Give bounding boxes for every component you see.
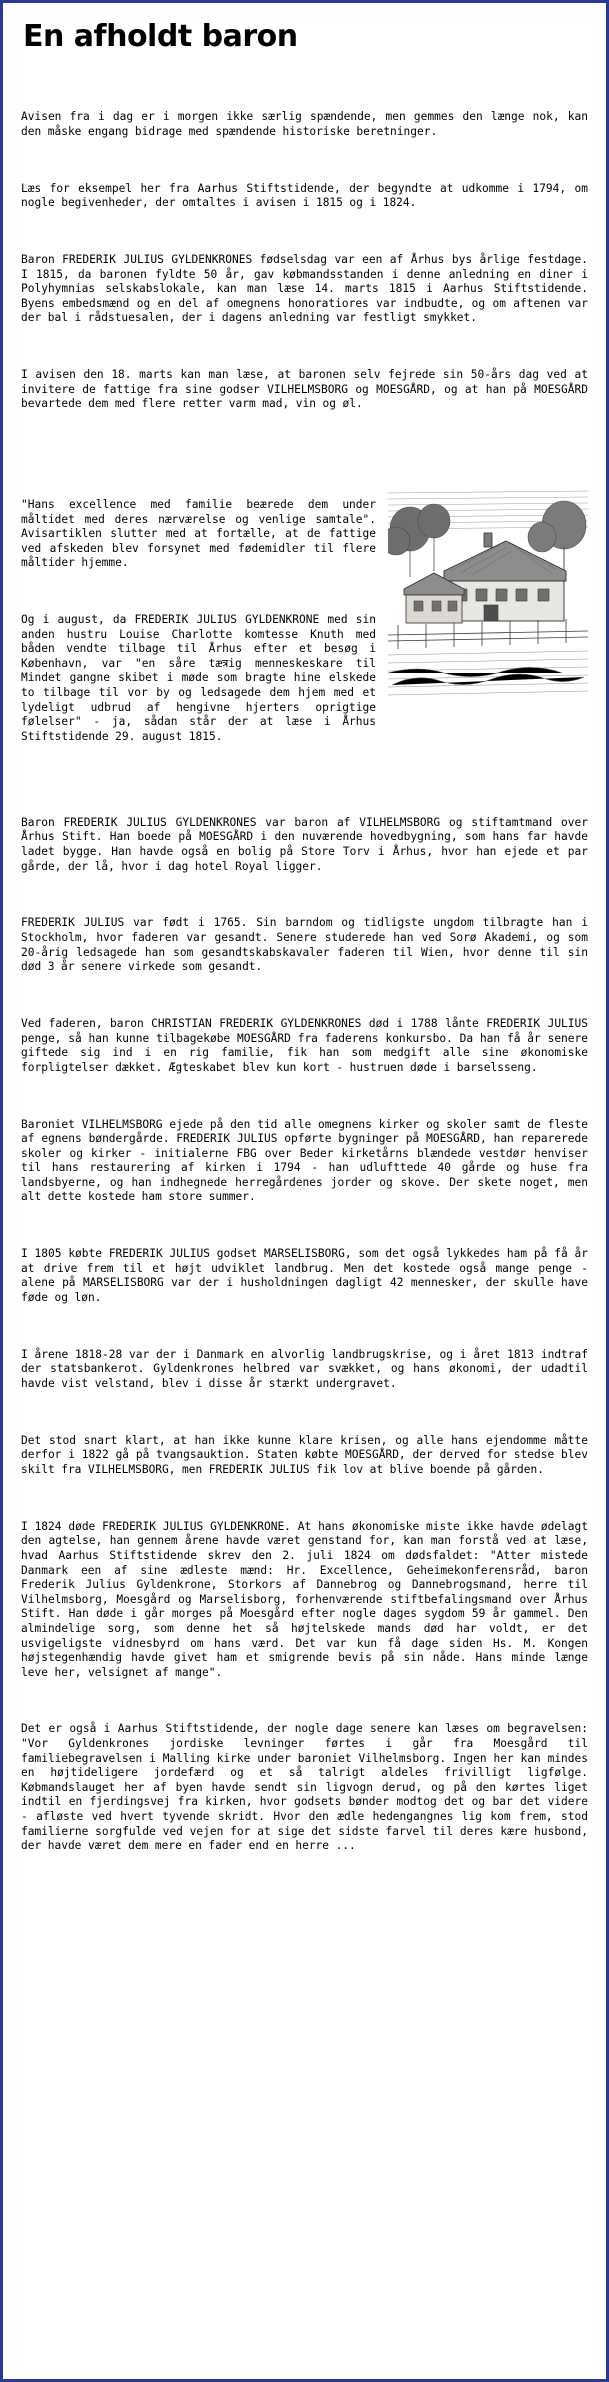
paragraph: Det er også i Aarhus Stiftstidende, der nogle dage senere kan læses om begravelsen: "Vor Gyldenkrones jordiske levninger førtes i går fra Moesgård til familiebegravelsen i Malling kirke under baroniet Vilhelmsborg. Ingen her kan mindes en højtideligere jordefærd og et så talrigt aldeles frivilligt ligfølge. Købmandslauget her af byen havde sendt sin ligvogn derud, og på den kørtes liget indtil en fjerdingsvej fra kirken, hvor godsets bønder modtog det og bar det videre - afløste ved hvert tyvende skridt. Hvor den ædle hedengangnes lig kom frem, stod familierne sorgfulde ved vejen for at sige det sidste farvel til deres kære husbond, der havde været dem mere en fader end en herre ... — [21, 1722, 595, 1853]
paragraph: "Hans excellence med familie beærede dem under måltidet med deres nærværelse og venlige samtale". Avisartiklen slutter med at fortælle, at de fattige ved afskeden blev forsynet med fødemidler til flere måltider hjemme. — [21, 497, 383, 570]
page-title: En afholdt baron — [23, 19, 298, 54]
paragraph: Baron FREDERIK JULIUS GYLDENKRONES var baron af VILHELMSBORG og stiftamtmand over Århus Stift. Han boede på MOESGÅRD i den nuværende hovedbygning, som hans far havde ladet bygge. Han havde også en bolig på Store Torv i Århus, hvor han ejede et par gårde, der lå, hvor i dag hotel Royal ligger. — [21, 815, 595, 873]
paragraph: Læs for eksempel her fra Aarhus Stiftstidende, der begyndte at udkomme i 1794, om nogle begivenheder, der omtaltes i avisen i 1815 og i 1824. — [21, 181, 595, 210]
paragraph: Og i august, da FREDERIK JULIUS GYLDENKRONE med sin anden hustru Louise Charlotte komtesse Knuth med båden vendte tilbage til Århus efter et besøg i København, var "en såre tæत्रig menneskeskare til Mindet gangne skibet i møde som bragte hine elskede to tilbage til vor by og ledsagede dem hjem med et lydeligt udbrud af hengivne hjerters oprigtige følelser" - ja, sådan står der at læse i Århus Stiftstidende 29. august 1815. — [21, 613, 383, 743]
paragraph: Ved faderen, baron CHRISTIAN FREDERIK GYLDENKRONES død i 1788 lånte FREDERIK JULIUS penge, så han kunne tilbagekøbe MOESGÅRD fra faderens konkursbo. Da han få år senere giftede sig ind i en rig familie, fik han som medgift alle sine økonomiske forpligtelser dækket. Ægteskabet blev kun kort - hustruen døde i barselsseng. — [21, 1016, 595, 1074]
paragraph: I årene 1818-28 var der i Danmark en alvorlig landbrugskrise, og i året 1813 indtraf der statsbankerot. Gyldenkrones helbred var svækket, og hans økonomi, der udadtil havde vist velstand, blev i disse år stærkt undergravet. — [21, 1347, 595, 1390]
paragraph: Det stod snart klart, at han ikke kunne klare krisen, og alle hans ejendomme måtte derfor i 1822 gå på tvangsauktion. Staten købte MOESGÅRD, der derved for stedse blev skilt fra VILHELMSBORG, men FREDERIK JULIUS fik lov at blive boende på gården. — [21, 1433, 595, 1476]
paragraph: I 1824 døde FREDERIK JULIUS GYLDENKRONE. At hans økonomiske miste ikke havde ødelagt den agtelse, han gennem årene havde været genstand for, kan man forstå ved at læse, hvad Aarhus Stiftstidende skrev den 2. juli 1824 om dødsfaldet: "Atter mistede Danmark een af sine ædleste mænd: Hr. Excellence, Geheimekonferensråd, baron Frederik Julius Gyldenkrone, Storkors af Dannebrog og Dannebrogsmand, herre til Vilhelmsborg, Moesgård og Marselisborg, forhenværende stiftbefalingsmand over Århus Stift. Han døde i går morges på Moesgård efter nogle dages sygdom 59 år gammel. Den almindelige sorg, som denne het så højtelskede mands død har voldt, er det usvigeligste vidnesbyrd om hans værd. Det var kun få dage siden Hs. M. Kongen højstegenhændig havde givet ham et smigrende bevis på sin nåde. Hans minde længe leve her, velsignet af mange". — [21, 1519, 595, 1679]
article-body — [21, 67, 595, 1898]
paragraph: Baron FREDERIK JULIUS GYLDENKRONES fødselsdag var een af Århus bys årlige festdage. I 1815, da baronen fyldte 50 år, gav købmandsstanden i denne anledning en diner i Polyhymnias selskabslokale, kan man læse 14. marts 1815 i Aarhus Stiftstidende. Byens embedsmænd og en del af omegnens honoratiores var indbudte, og om aftenen var der bal i rådstuesalen, der i dagens anledning var festligt smykket. — [21, 253, 595, 325]
paragraph: I 1805 købte FREDERIK JULIUS godset MARSELISBORG, som det også lykkedes ham på få år at drive frem til et højt udviklet landbrug. Men det kostede også mange penge - alene på MARSELISBORG var der i husholdningen dagligt 42 mennesker, der skulle have føde og løn. — [21, 1247, 595, 1305]
paragraph: FREDERIK JULIUS var født i 1765. Sin barndom og tidligste ungdom tilbragte han i Stockholm, hvor faderen var gesandt. Senere studerede han ved Sorø Akademi, og som 20-årig ledsagede han som gesandtskabskavaler faderen til Wien, hvor denne til sin død 3 år senere virkede som gesandt. — [21, 916, 595, 974]
paragraph: I avisen den 18. marts kan man læse, at baronen selv fejrede sin 50-års dag ved at invitere de fattige fra sine godser VILHELMSBORG og MOESGÅRD, og at han på MOESGÅRD bevartede dem med flere retter varm mad, vin og øl. — [21, 368, 595, 411]
paragraph: Avisen fra i dag er i morgen ikke særlig spændende, men gemmes den længe nok, kan den måske engang bidrage med spændende historiske beretninger. — [21, 110, 595, 138]
article-figure — [388, 456, 588, 729]
historic-farmstead-engraving — [388, 485, 588, 700]
paragraph: Baroniet VILHELMSBORG ejede på den tid alle omegnens kirker og skoler samt de fleste af egnens bøndergårde. FREDERIK JULIUS opførte bygninger på MOESGÅRD, han reparerede skoler og kirker - initialerne FBG over Beder kirketårns blændede vestdør henviser til hans restaurering af kirken i 1794 - han udlufttede 40 gårde og huse fra landsbyerne, og han indhegnede herregårdenes jorder og skove. Der skete noget, men alt dette kostede ham store summer. — [21, 1117, 595, 1204]
article-inner — [3, 3, 606, 1916]
